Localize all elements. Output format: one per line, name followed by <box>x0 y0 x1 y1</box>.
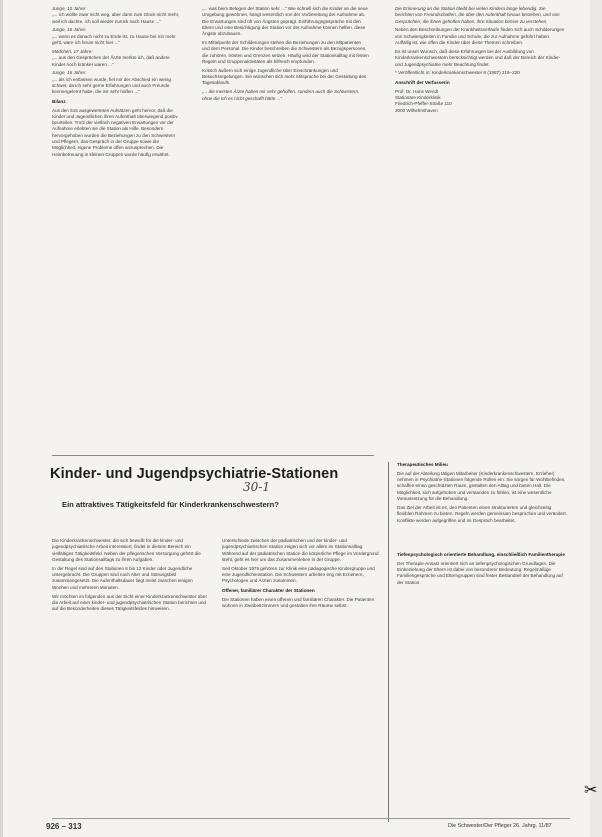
bilanz-text: Aus den 515 ausgewerteten Aufsätzen geht hervor, daß die Kinder und Jugendlichen ihren Aufenthalt überwiegend positiv beurteilen. Trotz der vielfach negativen Erwartungen vor der Aufnahme erlebten sie die Station als Hilfe. Besonders hervorgehoben wurden die Beziehungen zu den Schwestern und Pflegern, das Gespräch in der Gruppe sowie die Möglichkeit, eigene Probleme offen anzusprechen. Die Heimbetreuung in kleinen Gruppen wurde häufig erwähnt. <box>52 107 178 157</box>
lower-middle-column <box>222 538 382 823</box>
sidebar-heading-1: Therapeutisches Milieu <box>397 462 448 467</box>
bilanz-heading: Bilanz <box>52 98 66 104</box>
quote-1 <box>52 6 182 25</box>
quote-3-author: Mädchen, 17 Jahre: <box>52 48 93 54</box>
upper-middle-text-2: Im Mittelpunkt der Schilderungen stehen die Beziehungen zu den Mitpatienten und dem Personal. Die Kinder beschreiben die Schwestern als Bezugspersonen, die zuhören, trösten und Grenzen setzen. Häufig wird der Stationsalltag mit festen Regeln und Gruppenaktivitäten als hilfreich empfunden. <box>202 40 369 64</box>
article-top-rule <box>52 455 374 456</box>
sidebar-text-1: Die auf der Abteilung tätigen Mitarbeiter (Kinderkrankenschwestern, Erzieher) nehmen in Psychiatrie-Stationen folgende Rollen ein: Sie sorgen für Wohlbefinden, schaffen einen geschützten Raum, gestalten den Alltag und bieten Halt. Die Möglichkeit, sich aufgehoben und verstanden zu fühlen, ist eine wesentliche Voraussetzung für die Behandlung. <box>397 470 566 502</box>
scan-left-edge <box>0 0 3 837</box>
upper-middle-text-3: Kritisch äußern sich einige Jugendliche über Einschränkungen und Besuchsregelungen. Sie wünschen sich mehr Mitsprache bei der Gestaltung des Tagesablaufs. <box>202 67 367 86</box>
quote-2-text: „... wenn es danach nicht zu Ende ist, zu Hause bei mir mehr geht, wäre ich heute nicht hier ...“ <box>52 33 176 46</box>
scissors-icon: ✂ <box>584 782 598 799</box>
upper-right-text-1: Die Erinnerung an die Station bleibt bei vielen Kindern lange lebendig. Sie berichten von Freundschaften, die über den Aufenthalt hinaus bestehen, und von Gesprächen, die ihnen geholfen haben, ihre Situation besser zu verstehen. <box>395 6 560 24</box>
address-line-2: Stationäre Kinderklinik <box>395 94 441 100</box>
sidebar-text-3: Der Therapie-Ansatz orientiert sich an tiefenpsychologischen Grundlagen. Die Einbeziehung der Eltern ist dabei von besonderer Bedeutung. Regelmäßige Familiengespräche und Elterngruppen sind fester Bestandteil der Behandlung auf der Station. <box>397 560 563 585</box>
sidebar-divider <box>388 462 389 822</box>
lower-middle-text-1: Unterschiede zwischen der pädiatrischen und der kinder- und jugendpsychiatrischen Station zeigen sich vor allem im Stationsalltag. Während auf der pädiatrischen Station die körperliche Pflege im Vordergrund steht, geht es hier um das Zusammenleben in der Gruppe. <box>222 538 379 562</box>
article-subtitle: Ein attraktives Tätigkeitsfeld für Kinderkrankenschwestern? <box>62 500 279 509</box>
lower-middle-text-3: Die Stationen haben einen offenen und familiären Charakter. Die Patienten wohnen in Zweibettzimmern und gestalten ihre Räume selbst. <box>222 596 375 608</box>
quote-3-text: „... aus den Gesprächen der Ärzte merkte ich, daß andere Kinder noch kränker waren ...“ <box>52 55 170 67</box>
page-number: 926 – 313 <box>46 822 82 831</box>
quote-2-author: Junge, 16 Jahre: <box>52 27 87 33</box>
quote-4-author: Junge, 16 Jahre: <box>52 70 87 76</box>
address-line-3: Friedrich-Pfeffer-Straße 110 <box>395 101 452 107</box>
lower-left-text-1: Die Kinderkrankenschwester, die sich bewußt für die kinder- und jugendpsychiatrische Arbeit interessiert, findet in diesem Bereich ein vielfältiges Tätigkeitsfeld. Neben der pflegerischen Versorgung gehört die Gestaltung des Stationsalltags zu ihren Aufgaben. <box>52 538 201 562</box>
article-title: Kinder- und Jugendpsychiatrie-Stationen <box>50 466 339 482</box>
footer-rule <box>52 818 570 819</box>
footnote: * Veröffentlicht in: Kinderkrankenschwester 6 (1987) 219–220 <box>395 70 520 76</box>
scan-right-edge <box>590 0 602 837</box>
upper-right-column <box>395 6 565 381</box>
address-heading: Anschrift der Verfasserin <box>395 79 450 85</box>
quote-1-text: „... ich wollte zwar nicht weg, aber dann zum Glück nicht mehr, weil ich dachte, ich soll wieder zurück nach Hause ...“ <box>52 12 180 24</box>
journal-reference: Die Schwester/Der Pfleger 26. Jahrg. 11/87 <box>448 823 552 829</box>
upper-left-column <box>52 6 182 376</box>
lower-left-column <box>52 538 210 823</box>
address-line-1: Prof. Dr. Hans Wendt <box>395 88 439 94</box>
lower-left-text-2: In der Regel sind auf den Stationen 8 bis 12 Kinder oder Jugendliche untergebracht. Die Gruppen sind nach Alter und Störungsbild zusammengesetzt. Die Aufenthaltsdauer liegt meist zwischen einigen Wochen und mehreren Monaten. <box>52 565 193 590</box>
quote-3 <box>52 49 182 68</box>
sidebar-text-2: Das Ziel der Arbeit ist es, den Patienten einen strukturierten und gleichzeitig flexiblen Rahmen zu bieten. Regeln werden gemeinsam besprochen und verändert. Konflikte werden aufgegriffen und im Gespräch bearbeitet. <box>397 504 568 523</box>
quote-4 <box>52 70 182 95</box>
quote-2 <box>52 27 182 46</box>
quote-1-author: Junge, 10 Jahre: <box>52 6 87 11</box>
upper-right-text-3: Es ist unser Wunsch, daß diese Erfahrungen bei der Ausbildung von Kinderkrankenschwestern berücksichtigt werden und daß der Bereich der Kinder- und Jugendpsychiatrie mehr Beachtung findet. <box>395 48 561 67</box>
upper-middle-quote: „... die meisten Ärzte haben mir sehr geholfen, sondern auch die Schwestern, ohne die ich es nicht geschafft hätte ...“ <box>202 89 360 101</box>
upper-right-text-2: Neben den Beschreibungen der Krankheitsverläufe finden sich auch Schilderungen von Schwierigkeiten in Familie und Schule, die zur Aufnahme geführt haben. Auffällig ist, wie offen die Kinder über diese Themen schreiben. <box>395 27 565 46</box>
lower-middle-text-2: Seit Oktober 1979 gehören zur Klinik eine pädagogische Kindergruppe und eine Jugendlichenstation. Die Schwestern arbeiten eng mit Erziehern, Psychologen und Ärzten zusammen. <box>222 565 375 584</box>
quote-4-text: „... als ich entlassen wurde, fiel mir der Abschied ein wenig schwer, da ich sehr gerne Erfahrungen und auch Freunde kennengelernt habe, die mir sehr halfen ...“ <box>52 76 171 95</box>
sidebar-heading-2: Tiefenpsychologisch orientierte Behandlung, einschließlich Familientherapie <box>397 551 565 557</box>
address-block <box>395 89 565 114</box>
lower-left-text-3: Wir möchten im folgenden aus der Sicht einer Kinderkrankenschwester über die Arbeit auf einer kinder- und jugendpsychiatrischen Station berichten und auf die Besonderheiten dieses Tätigkeitsfeldes hinweisen. <box>52 593 207 612</box>
handwritten-note: 30-1 <box>243 480 270 494</box>
upper-middle-column <box>202 6 370 381</box>
lower-middle-heading: Offener, familiärer Charakter der Stationen <box>222 587 315 593</box>
address-line-4: 3000 Wilhelmshaven <box>395 107 438 113</box>
sidebar-column <box>397 462 569 824</box>
upper-middle-text-1: „... was beim Belegen der Station sehr ...“ Wie schnell sich die Kinder an die neue Umgebung gewöhnen, hängt wesentlich von der Vorbereitung der Aufnahme ab. Die Erwartungen sind oft von Ängsten geprägt. Einführungsgespräche mit den Eltern und eine Besichtigung der Station vor der Aufnahme können helfen, diese Ängste abzubauen. <box>202 6 368 37</box>
